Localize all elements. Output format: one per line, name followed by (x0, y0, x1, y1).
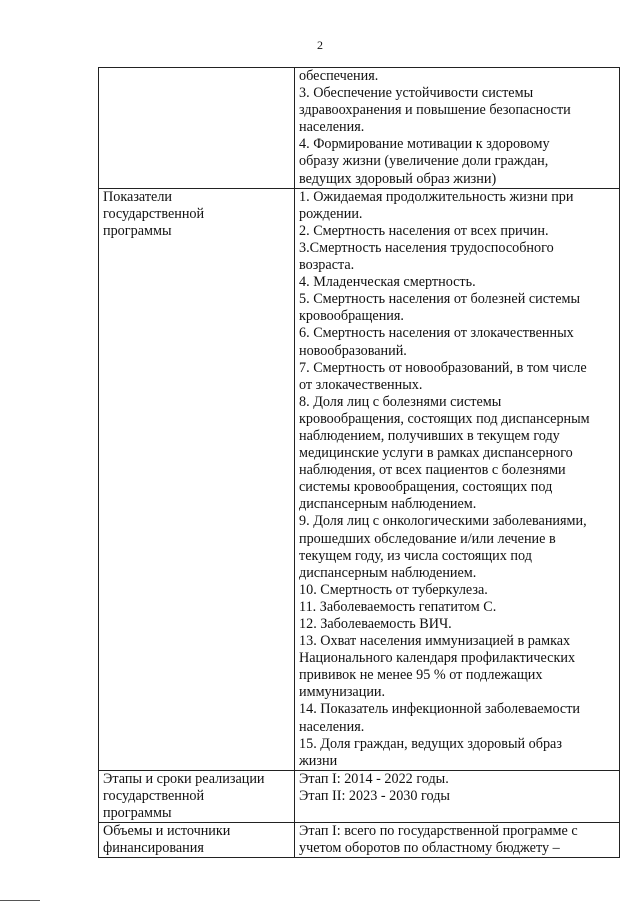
content-line: учетом оборотов по областному бюджету – (299, 840, 560, 857)
content-line: прививок не менее 95 % от подлежащих (299, 667, 543, 684)
content-line: медицинские услуги в рамках диспансерного (299, 445, 573, 462)
content-line: 3. Обеспечение устойчивости системы (299, 85, 534, 102)
label-line: Этапы и сроки реализации (103, 770, 265, 787)
content-line: 5. Смертность населения от болезней системы (299, 291, 581, 308)
label-line: государственной (103, 787, 205, 804)
content-line: 15. Доля граждан, ведущих здоровый образ (299, 735, 562, 752)
content-line: населения. (299, 718, 365, 735)
content-line: прошедших обследование и/или лечение в (299, 530, 556, 547)
content-line: текущем году, из числа состоящих под (299, 547, 532, 564)
content-line: 12. Заболеваемость ВИЧ. (299, 616, 452, 632)
content-line: 3.Смертность населения трудоспособного (299, 239, 554, 256)
row-content-cell (295, 188, 620, 770)
row-label-cell (99, 188, 295, 770)
label-line: программы (103, 805, 172, 822)
content-line: 2. Смертность населения от всех причин. (299, 222, 549, 239)
table-row (99, 68, 620, 189)
label-line: Показатели (103, 188, 173, 205)
row-content-cell (295, 823, 620, 858)
content-line: 8. Доля лиц с болезнями системы (299, 393, 502, 410)
label-line: финансирования (103, 840, 204, 857)
content-line: возраста. (299, 257, 355, 274)
page-number: 2 (317, 38, 323, 52)
table-row (99, 770, 620, 822)
content-line: 11. Заболеваемость гепатитом С. (299, 598, 497, 615)
content-line: 10. Смертность от туберкулеза. (299, 581, 488, 598)
label-line: государственной (103, 205, 205, 222)
content-line: образу жизни (увеличение доли граждан, (299, 153, 549, 170)
label-line: программы (103, 222, 172, 239)
content-line: Этап I: всего по государственной программе с (299, 823, 578, 840)
content-line: населения. (299, 119, 365, 136)
row-label-cell (99, 770, 295, 822)
content-line: Национального календаря профилактических (299, 650, 576, 667)
content-line: 13. Охват населения иммунизацией в рамках (299, 633, 571, 650)
table-row (99, 188, 620, 770)
row-content-cell (295, 770, 620, 822)
content-line: 14. Показатель инфекционной заболеваемости (299, 701, 581, 718)
table-body (99, 68, 620, 858)
content-line: наблюдения, от всех пациентов с болезнями (299, 462, 566, 479)
footer-divider (0, 900, 40, 901)
content-line: 7. Смертность от новообразований, в том числе (299, 359, 587, 376)
content-line: диспансерным наблюдением. (299, 496, 477, 513)
content-line: от злокачественных. (299, 376, 423, 393)
content-line: новообразований. (299, 342, 407, 359)
content-line: кровообращения. (299, 308, 404, 325)
content-line: жизни (299, 752, 338, 769)
content-line: диспансерным наблюдением. (299, 564, 477, 581)
label-line: Объемы и источники (103, 823, 231, 840)
row-label-cell (99, 823, 295, 858)
content-line: 6. Смертность населения от злокачественных (299, 325, 574, 342)
content-line: Этап II: 2023 - 2030 годы (299, 787, 450, 804)
content-line: 4. Формирование мотивации к здоровому (299, 136, 550, 153)
content-line: 1. Ожидаемая продолжительность жизни при (299, 188, 574, 205)
content-line: ведущих здоровый образ жизни) (299, 170, 497, 187)
content-line: 9. Доля лиц с онкологическими заболеваниями, (299, 513, 587, 530)
row-label-cell (99, 68, 295, 189)
content-line: системы кровообращения, состоящих под (299, 479, 553, 496)
content-line: рождении. (299, 205, 363, 222)
program-passport-table (98, 67, 620, 858)
content-line: здравоохранения и повышение безопасности (299, 102, 571, 119)
content-line: иммунизации. (299, 684, 386, 701)
table-row (99, 823, 620, 858)
content-line: кровообращения, состоящих под диспансерным (299, 410, 590, 427)
content-line: Этап I: 2014 - 2022 годы. (299, 770, 449, 787)
content-line: наблюдением, получивших в текущем году (299, 427, 560, 444)
content-line: обеспечения. (299, 68, 379, 84)
row-content-cell (295, 68, 620, 189)
content-line: 4. Младенческая смертность. (299, 274, 476, 291)
